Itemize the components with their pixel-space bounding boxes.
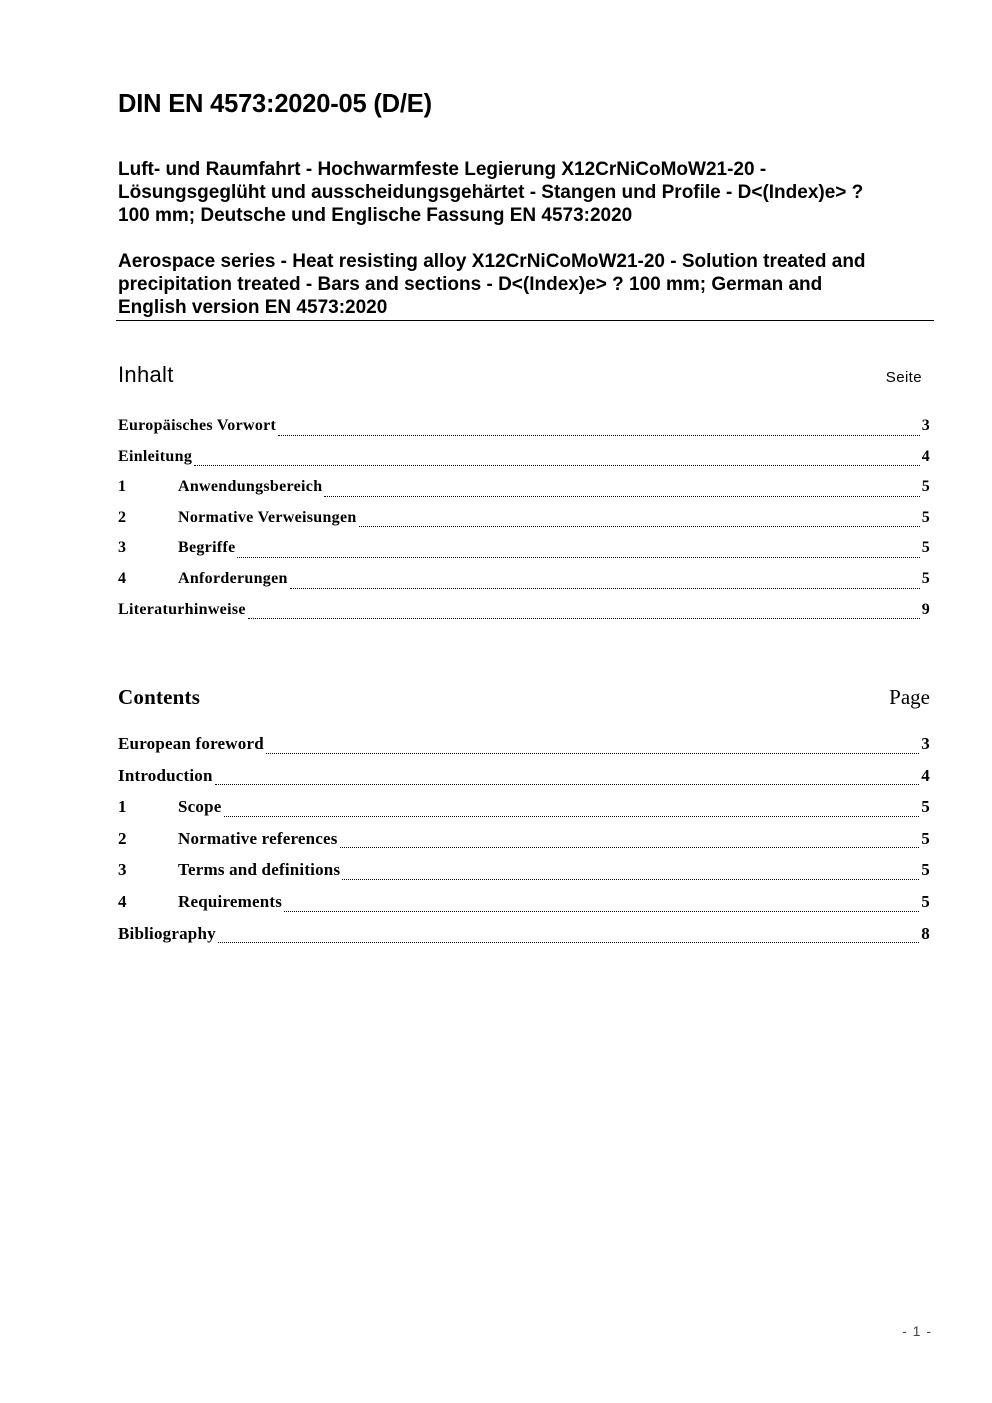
toc-entry-page: 4 (921, 447, 930, 465)
title-english-line: Aerospace series - Heat resisting alloy X12CrNiCoMoW21-20 - Solution treated and (118, 251, 866, 272)
toc-entry-europaeisches-vorwort[interactable] (118, 417, 930, 448)
toc-leader-dots (266, 752, 919, 754)
toc-entry-european-foreword[interactable] (118, 734, 930, 766)
toc-entry-label: Literaturhinweise (118, 600, 246, 618)
toc-entry-number: 2 (118, 828, 127, 848)
toc-entry-page: 5 (921, 508, 930, 526)
toc-leader-dots (218, 941, 919, 943)
page-number: - 1 - (902, 1323, 932, 1339)
toc-entry-page: 5 (921, 478, 930, 496)
toc-leader-dots (342, 878, 919, 880)
toc-entry-page: 5 (921, 860, 930, 880)
toc-entry-page: 5 (921, 891, 930, 911)
toc-entry-number: 4 (118, 569, 127, 587)
toc-entry-label: Introduction (118, 765, 213, 785)
toc-entry-label: European foreword (118, 734, 264, 753)
toc-entry-label: Scope (178, 797, 222, 817)
toc-leader-dots (359, 525, 920, 527)
title-german-line: Luft- und Raumfahrt - Hochwarmfeste Legierung X12CrNiCoMoW21-20 - (118, 159, 767, 180)
title-english-line: English version EN 4573:2020 (118, 297, 388, 318)
document-id: DIN EN 4573:2020-05 (D/E) (118, 90, 432, 118)
title-german (118, 158, 934, 227)
toc-entry-label: Anwendungsbereich (178, 478, 323, 496)
toc-entry-number: 4 (118, 891, 127, 911)
toc-entry-label: Requirements (178, 891, 283, 911)
toc-entry-label: Europäisches Vorwort (118, 417, 277, 434)
toc-entry-label: Einleitung (118, 447, 193, 465)
title-german-line: Lösungsgeglüht und ausscheidungsgehärtet - Stangen und Profile - D<(Index)e> ? (118, 182, 864, 203)
toc-leader-dots (278, 434, 920, 436)
title-divider (116, 320, 934, 321)
toc-entry-anwendungsbereich[interactable] (118, 478, 930, 509)
toc-entry-begriffe[interactable] (118, 539, 930, 570)
toc-entry-page: 5 (921, 797, 930, 817)
toc-leader-dots (324, 495, 919, 497)
toc-entry-number: 3 (118, 539, 127, 557)
toc-english-header (118, 680, 930, 710)
toc-leader-dots (248, 617, 920, 619)
toc-leader-dots (215, 783, 920, 785)
toc-entry-introduction[interactable] (118, 766, 930, 798)
toc-entry-label: Normative Verweisungen (178, 508, 357, 526)
toc-leader-dots (290, 587, 920, 589)
toc-english-heading: Contents (118, 685, 201, 709)
toc-entry-number: 2 (118, 508, 127, 526)
toc-entry-anforderungen[interactable] (118, 570, 930, 601)
toc-german-heading: Inhalt (118, 362, 174, 387)
title-english-line: precipitation treated - Bars and sections - D<(Index)e> ? 100 mm; German and (118, 274, 823, 295)
toc-leader-dots (224, 815, 920, 817)
toc-entry-page: 5 (921, 569, 930, 587)
toc-leader-dots (284, 910, 919, 912)
toc-entry-page: 5 (921, 828, 930, 848)
title-english (118, 250, 934, 319)
toc-entry-label: Begriffe (178, 539, 236, 557)
toc-entry-label: Normative references (178, 828, 338, 848)
toc-entry-page: 3 (921, 734, 930, 753)
toc-entry-number: 1 (118, 797, 127, 817)
toc-entry-page: 3 (921, 417, 930, 434)
toc-entry-requirements[interactable] (118, 892, 930, 924)
toc-english-list (118, 734, 930, 955)
toc-english-page-heading: Page (889, 685, 930, 709)
toc-entry-normative-verweisungen[interactable] (118, 509, 930, 540)
toc-entry-scope[interactable] (118, 797, 930, 829)
toc-entry-label: Terms and definitions (178, 860, 341, 880)
toc-entry-page: 9 (921, 600, 930, 618)
toc-entry-einleitung[interactable] (118, 448, 930, 479)
toc-entry-number: 3 (118, 860, 127, 880)
toc-entry-page: 8 (921, 923, 930, 943)
toc-entry-bibliography[interactable] (118, 924, 930, 956)
toc-entry-label: Bibliography (118, 923, 216, 943)
toc-german-header (118, 358, 928, 388)
title-german-line: 100 mm; Deutsche und Englische Fassung EN 4573:2020 (118, 205, 633, 226)
toc-entry-page: 4 (921, 765, 930, 785)
toc-entry-page: 5 (921, 539, 930, 557)
toc-entry-number: 1 (118, 478, 127, 496)
toc-german-page-heading: Seite (885, 369, 922, 386)
toc-leader-dots (237, 556, 919, 558)
toc-entry-normative-references[interactable] (118, 829, 930, 861)
toc-entry-label: Anforderungen (178, 569, 288, 587)
toc-entry-literaturhinweise[interactable] (118, 601, 930, 632)
toc-leader-dots (340, 846, 920, 848)
toc-leader-dots (194, 464, 920, 466)
toc-german-list (118, 417, 930, 631)
toc-entry-terms-and-definitions[interactable] (118, 860, 930, 892)
